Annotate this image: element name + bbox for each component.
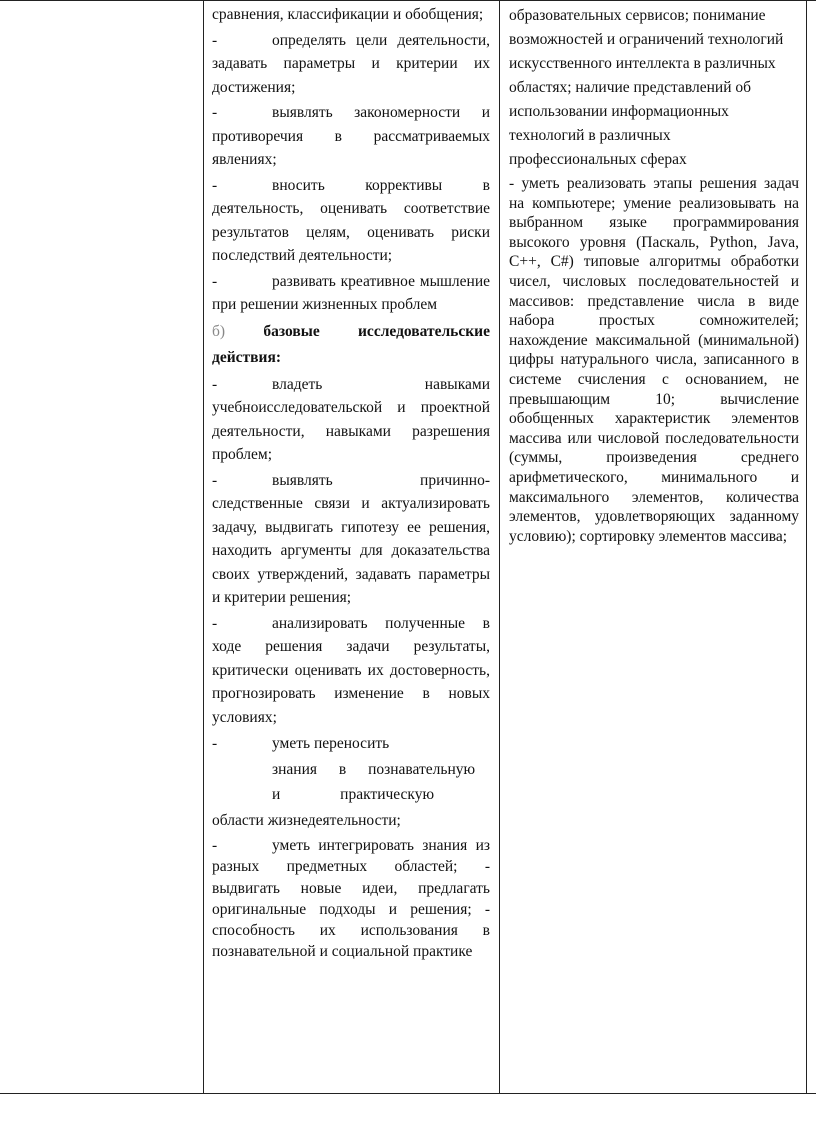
- table-column-divider-3: [806, 0, 807, 1094]
- table-column-divider-2: [499, 0, 500, 1094]
- list-item: - уметь интегрировать знания из разных предметных областей; - выдвигать новые идеи, предлагать оригинальные подходы и решения; - способность их использования в познавательной и социальной практике: [212, 837, 490, 961]
- section-heading: б) базовые исследовательские действия:: [212, 322, 490, 366]
- table-border-top: [0, 0, 816, 1]
- results-paragraph: образовательных сервисов; понимание возможностей и ограничений технологий искусственного интеллекта в различных областях; наличие представлений об использовании информационных технологий в различных профессиональных сферах: [509, 7, 784, 168]
- list-item: - выявлять причинно-следственные связи и актуализировать задачу, выдвигать гипотезу ее решения, находить аргументы для доказательства своих утверждений, задавать параметры и критерии решения;: [212, 471, 490, 606]
- meta-skills-column: [212, 3, 490, 965]
- list-item: - выявлять закономерности и противоречия в рассматриваемых явлениях;: [212, 104, 490, 168]
- subject-results-column: [509, 4, 799, 546]
- intro-text: сравнения, классификации и обобщения;: [212, 6, 484, 23]
- list-item: - уметь переносить знания в познавательную и практическую области жизнедеятельности;: [212, 735, 476, 829]
- list-item: - развивать креативное мышление при решении жизненных проблем: [212, 272, 490, 313]
- list-item: - владеть навыками учебноисследовательской и проектной деятельности, навыками разрешения проблем;: [212, 375, 490, 463]
- table-border-bottom: [0, 1093, 816, 1094]
- list-item: - определять цели деятельности, задавать параметры и критерии их достижения;: [212, 31, 490, 96]
- list-item: - вносить коррективы в деятельность, оценивать соответствие результатов целям, оценивать риски последствий деятельности;: [212, 176, 490, 264]
- list-item: - анализировать полученные в ходе решения задачи результаты, критически оценивать их достоверность, прогнозировать изменение в новых условиях;: [212, 614, 490, 726]
- table-column-divider-1: [203, 0, 204, 1094]
- results-paragraph: - уметь реализовать этапы решения задач на компьютере; умение реализовывать на выбранном языке программирования высокого уровня (Паскаль, Python, Java, C++, C#) типовые алгоритмы обработки чисел, числовых последовательностей и массивов: представление числа в виде набора простых сомножителей; нахождение максимальной (минимальной) цифры натурального числа, записанного в системе счисления с основанием, не превышающим 10; вычисление обобщенных характеристик элементов массива или числовой последовательности (суммы, произведения среднего арифметического, минимального и максимального элементов, количества элементов, удовлетворяющих заданному условию); сортировку элементов массива;: [509, 175, 799, 545]
